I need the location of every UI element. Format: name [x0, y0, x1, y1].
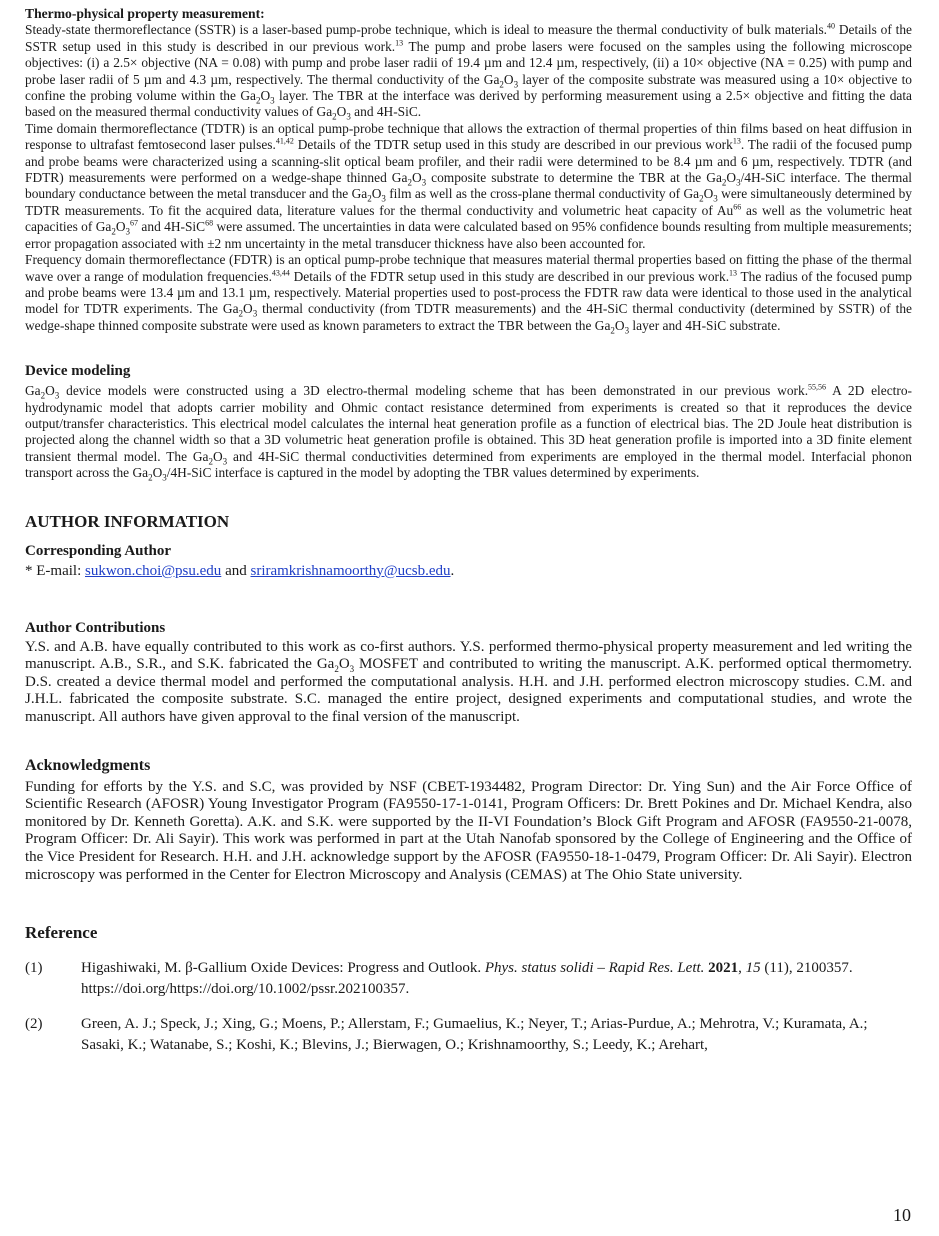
email-link-choi[interactable]: sukwon.choi@psu.edu — [85, 562, 222, 579]
email-line: * E-mail: sukwon.choi@psu.edu and sriramkrishnamoorthy@ucsb.edu. — [25, 562, 455, 579]
reference-number: (1) — [25, 960, 43, 977]
paper-page — [25, 6, 912, 1056]
reference-text: Higashiwaki, M. β-Gallium Oxide Devices: Progress and Outlook. Phys. status solidi – Rapid Res. Lett. 2021, 15 (11), 2100357. https://doi.org/https://doi.org/10.1002/pssr.202100357. — [81, 960, 853, 998]
reference-number: (2) — [25, 1016, 43, 1033]
device-heading: Device modeling — [25, 363, 131, 380]
contributions-paragraph: Y.S. and A.B. have equally contributed to this work as co-first authors. Y.S. performed thermo-physical property measurement and led writing the manuscript. A.B., S.R., and S.K. fabricated the $Ga_2O_3$ MOSFET and contributed to writing the manuscript. A.K. performed optical thermometry. D.S. created a device thermal model and performed the computational analysis. H.H. and J.H. performed electron microscopy studies. C.M. and J.H.L. fabricated the composite substrate. S.C. managed the entire project, designed experiments and computational studies, and wrote the manuscript. All authors have given approval to the final version of the manuscript. — [25, 638, 912, 725]
reference-item — [25, 1014, 912, 1056]
reference-heading: Reference — [25, 923, 98, 943]
contributions-heading: Author Contributions — [25, 619, 166, 636]
author-info-heading: AUTHOR INFORMATION — [25, 511, 230, 531]
reference-item — [25, 958, 912, 1000]
reference-list — [25, 958, 912, 1056]
corresponding-author-heading: Corresponding Author — [25, 542, 172, 559]
page-number: 10 — [893, 1205, 911, 1225]
email-link-krishnamoorthy[interactable]: sriramkrishnamoorthy@ucsb.edu — [250, 562, 451, 579]
acknowledgments-heading: Acknowledgments — [25, 756, 151, 774]
device-paragraph: $Ga_2O_3$ device models were constructed using a 3D electro-thermal modeling scheme that has been demonstrated in our previous work.$^{55,56}$ A 2D electro-hydrodynamic model that adopts carrier mobility and Ohmic contact resistance determined from experiments is created so that it reproduces the device output/transfer characteristics. This electrical model calculates the internal heat generation profile as a function of electrical bias. The 2D Joule heat distribution is projected along the channel width so that a 3D volumetric heat generation profile is obtained. This 3D heat generation profile is imported into a 3D finite element transient thermal model. The $Ga_2O_3$ and 4H-SiC thermal conductivities determined from experiments are employed in the thermal model. Interfacial phonon transport across the $Ga_2O_3/4H$-SiC interface is captured in the model by adopting the TBR values determined by experiments. — [25, 382, 913, 483]
reference-text: Green, A. J.; Speck, J.; Xing, G.; Moens, P.; Allerstam, F.; Gumaelius, K.; Neyer, T.; Arias-Purdue, A.; Mehrotra, V.; Kuramata, A.; Sasaki, K.; Watanabe, S.; Koshi, K.; Blevins, J.; Bierwagen, O.; Krishnamoorthy, S.; Leedy, K.; Arehart, — [81, 1016, 868, 1054]
sstr-paragraph: Steady-state thermoreflectance (SSTR) is a laser-based pump-probe technique, which is ideal to measure the thermal conductivity of bulk materials.$^{40}$ Details of the SSTR setup used in this study is described in our previous work.$^{13}$ The pump and probe lasers were focused on the samples using the following microscope objectives: (i) a 2.5× objective (NA = 0.08) with pump and probe laser radii of 19.4 µm and 12.4 µm, respectively, (ii) a 10× objective (NA = 0.25) with pump and probe laser radii of 5 µm and 4.3 µm, respectively. The thermal conductivity of the $Ga_2O_3$ layer of the composite substrate was measured using a 10× objective to confine the probing volume within the $Ga_2O_3$ layer. The TBR at the interface was derived by performing measurement using a 2.5× objective and fitting the data based on the measured thermal conductivity values of $Ga_2O_3$ and 4H-SiC. — [25, 21, 912, 123]
thermo-heading: Thermo-physical property measurement: — [25, 6, 265, 21]
tdtr-paragraph: Time domain thermoreflectance (TDTR) is an optical pump-probe technique that allows the extraction of thermal properties of thin films based on heat diffusion in response to ultrafast femtosecond laser pulses.$^{41,42}$ Details of the TDTR setup used in this study are described in our previous work$^{13}$. The radii of the focused pump and probe beams were characterized using a scanning-slit optical beam profiler, and their radii were determined to be 8.4 µm and 6 µm, respectively. TDTR (and FDTR) measurements were performed on a wedge-shape thinned $Ga_2O_3$ composite substrate to determine the TBR at the $Ga_2O_3/4H$-SiC interface. The thermal boundary conductance between the metal transducer and the $Ga_2O_3$ film as well as the cross-plane thermal conductivity of $Ga_2O_3$ were simultaneously determined by TDTR measurements. To fit the acquired data, literature values for the thermal conductivity and volumetric heat capacity of Au$^{66}$ as well as the volumetric heat capacities of $Ga_2O_3^{67}$ and 4H-SiC$^{68}$ were assumed. The uncertainties in data were calculated based on 95% confidence bounds resulting from multiple measurements; error propagation associated with ±2 nm uncertainty in the metal transducer thickness have also been accounted for. — [25, 120, 913, 251]
fdtr-paragraph: Frequency domain thermoreflectance (FDTR) is an optical pump-probe technique that measures material thermal properties based on fitting the phase of the thermal wave over a range of modulation frequencies.$^{43,44}$ Details of the FDTR setup used in this study are described in our previous work.$^{13}$ The radius of the focused pump and probe beams were 13.4 µm and 13.1 µm, respectively. Material properties used to post-process the FDTR raw data were identical to those used in the analytical model for TDTR experiments. The $Ga_2O_3$ thermal conductivity (from TDTR measurements) and the 4H-SiC thermal conductivity (determined by SSTR) of the wedge-shape thinned composite substrate were used as known parameters to extract the TBR between the $Ga_2O_3$ layer and 4H-SiC substrate. — [25, 252, 912, 336]
acknowledgments-paragraph: Funding for efforts by the Y.S. and S.C, was provided by NSF (CBET-1934482, Program Director: Dr. Ying Sun) and the Air Force Office of Scientific Research (AFOSR) Young Investigator Program (FA9550-17-1-0141, Program Officers: Dr. Brett Pokines and Dr. Michael Kendra, also monitored by Dr. Kenneth Goretta). A.K. and S.K. were supported by the II-VI Foundation’s Block Gift Program and AFOSR (FA9550-21-0078, Program Officer: Dr. Ali Sayir). This work was performed in part at the Utah Nanofab sponsored by the College of Engineering and the Office of the Vice President for Research. H.H. and J.H. acknowledge support by the AFOSR (FA9550-18-1-0479, Program Officer: Dr. Ali Sayir). Electron microscopy was performed in the Center for Electron Microscopy and Analysis (CEMAS) at The Ohio State university. — [25, 778, 912, 883]
